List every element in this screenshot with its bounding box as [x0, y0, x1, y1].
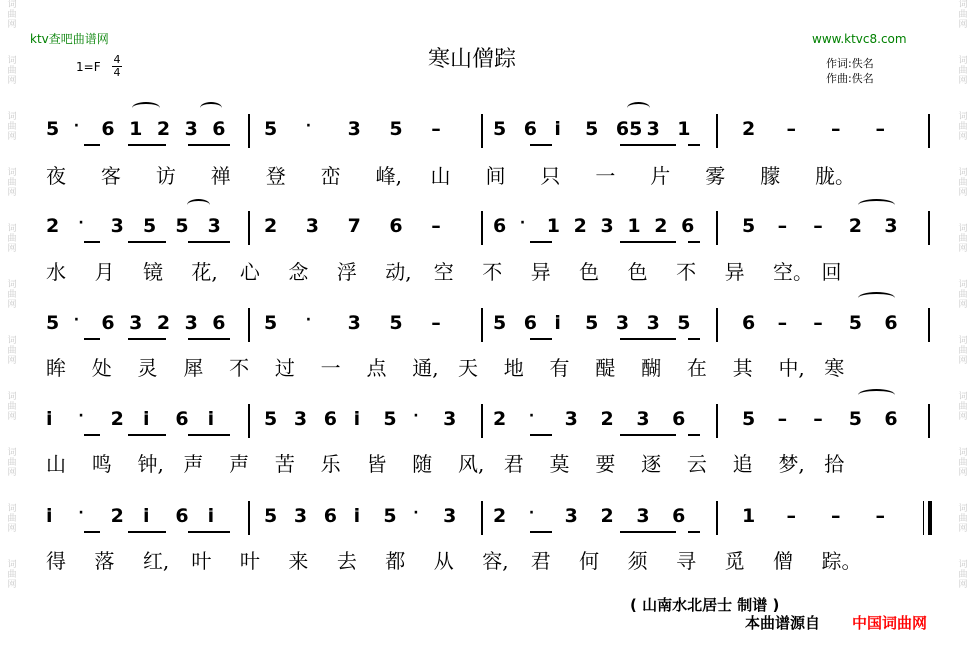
lyric-char: 叶 [239, 549, 260, 573]
lyric-char: 容, [482, 549, 509, 573]
note-digit: 3 [443, 408, 457, 430]
dash-sustain: – [431, 118, 441, 140]
watermark-left [2, 0, 22, 659]
augmentation-dot: · [413, 408, 419, 424]
lyric-char: 天 [458, 356, 478, 380]
watermark-text: 词 曲 网 [7, 336, 17, 366]
lyric-char: 峰, [375, 164, 402, 188]
note-digit: 6 [681, 215, 695, 237]
augmentation-dot: · [73, 118, 80, 134]
barline [716, 501, 718, 535]
lyric-char: 雾 [705, 164, 726, 188]
watermark-text: 词 曲 网 [7, 112, 17, 142]
lyric-char: 登 [265, 164, 286, 188]
beam-underline [188, 338, 230, 340]
note-digit: 2 [848, 215, 863, 237]
note-digit: 3 [110, 215, 124, 237]
beam-underline [84, 338, 100, 340]
lyric-char: 何 [579, 549, 600, 573]
note-digit: 6 [884, 312, 898, 334]
slur [627, 102, 650, 114]
watermark-text: 词 曲 网 [7, 168, 17, 198]
lyric-char: 心 [239, 260, 260, 284]
lyric-char: 不 [229, 356, 250, 380]
lyric-char: 中, [778, 356, 805, 380]
note-digit: 5 [742, 408, 756, 430]
note-digit: 3 [293, 505, 308, 527]
lyric-char: 拾 [824, 452, 845, 476]
augmentation-dot: · [519, 215, 526, 231]
note-digit: 6 [212, 118, 226, 140]
lyric-char: 不 [482, 260, 503, 284]
watermark-text: 词 曲 网 [7, 56, 17, 86]
augmentation-dot: · [78, 408, 84, 424]
lyric-char: 声 [229, 452, 250, 476]
dash-sustain: – [431, 312, 441, 334]
note-digit: 6 [672, 408, 686, 430]
note-digit: 3 [564, 408, 578, 430]
beam-underline [688, 241, 700, 243]
note-digit: 3 [636, 408, 650, 430]
dash-sustain: – [831, 505, 841, 527]
watermark-text: 词 曲 网 [958, 560, 968, 590]
lyric-char: 觅 [724, 549, 745, 573]
lyric-char: 水 [46, 260, 66, 284]
barline [716, 308, 718, 342]
note-digit: 6 [672, 505, 686, 527]
barline [481, 501, 483, 535]
note-digit: 5 [848, 312, 863, 334]
lyric-char: 花, [191, 260, 218, 284]
dash-sustain: – [431, 215, 441, 237]
note-digit: 5 [585, 312, 599, 334]
barline [248, 501, 250, 535]
lyric-char: 其 [732, 356, 753, 380]
watermark-text: 词 曲 网 [958, 168, 968, 198]
beam-underline [620, 434, 676, 436]
watermark-text: 词 曲 网 [7, 280, 17, 310]
lyric-char: 风, [458, 452, 485, 476]
lyric-char: 一 [320, 356, 341, 380]
lyric-char: 不 [676, 260, 697, 284]
lyric-char: 念 [288, 260, 309, 284]
lyric-char: 空。 [773, 260, 814, 284]
dash-sustain: – [813, 408, 823, 430]
note-digit: i [207, 505, 215, 527]
dash-sustain: – [875, 505, 885, 527]
note-digit: 5 [46, 118, 60, 140]
note-digit: 5 [493, 118, 507, 140]
barline [716, 211, 718, 245]
lyric-char: 夜 [46, 164, 66, 188]
note-digit: 5 [175, 215, 189, 237]
dash-sustain: – [777, 408, 788, 430]
note-digit: 2 [493, 408, 507, 430]
source-label: 本曲谱源自 [745, 614, 821, 632]
note-digit: 2 [654, 215, 668, 237]
lyric-char: 异 [724, 260, 745, 284]
note-digit: 6 [523, 312, 537, 334]
barline [716, 114, 718, 148]
note-digit: 2 [156, 312, 171, 334]
note-digit: i [554, 118, 561, 140]
note-digit: 5 [493, 312, 507, 334]
beam-underline [620, 338, 676, 340]
beam-underline [84, 241, 100, 243]
beam-underline [620, 531, 676, 533]
beam-underline [84, 531, 100, 533]
note-digit: 6 [101, 118, 115, 140]
note-digit: 2 [600, 408, 614, 430]
lyric-char: 须 [627, 549, 648, 573]
note-digit: 5 [383, 408, 397, 430]
note-digit: 5 [46, 312, 60, 334]
lyric-char: 钟, [137, 452, 164, 476]
augmentation-dot: · [528, 505, 535, 521]
note-digit: 6 [884, 408, 898, 430]
lyric-char: 醍 [595, 356, 616, 380]
beam-underline [128, 531, 166, 533]
maker-credit: ( 山南水北居士 制谱 ) [630, 596, 780, 614]
note-digit: 5 [264, 408, 278, 430]
watermark-text: 词 曲 网 [958, 448, 968, 478]
lyric-char: 君 [503, 452, 524, 476]
lyric-char: 有 [549, 356, 570, 380]
dash-sustain: – [813, 312, 823, 334]
barline [928, 308, 930, 342]
note-digit: 6 [323, 505, 337, 527]
note-digit: 3 [293, 408, 308, 430]
lyric-char: 浮 [336, 260, 357, 284]
beam-underline [188, 241, 230, 243]
augmentation-dot: · [305, 312, 312, 328]
note-digit: 2 [493, 505, 507, 527]
beam-underline [688, 531, 700, 533]
slur [858, 199, 895, 211]
augmentation-dot: · [528, 408, 535, 424]
note-digit: 6 [389, 215, 403, 237]
augmentation-dot: · [305, 118, 312, 134]
note-digit: 3 [184, 118, 198, 140]
lyric-char: 峦 [320, 164, 341, 188]
site-left-label: ktv查吧曲谱网 [30, 32, 109, 46]
watermark-text: 词 曲 网 [958, 336, 968, 366]
slur [858, 389, 895, 401]
dash-sustain: – [786, 118, 796, 140]
dash-sustain: – [786, 505, 796, 527]
watermark-text: 词 曲 网 [958, 224, 968, 254]
lyric-char: 莫 [549, 452, 570, 476]
lyric-char: 镜 [142, 260, 163, 284]
dash-sustain: – [875, 118, 885, 140]
slur [187, 199, 210, 211]
watermark-text: 词 曲 网 [958, 280, 968, 310]
barline [716, 404, 718, 438]
lyric-char: 声 [183, 452, 204, 476]
lyric-char: 皆 [366, 452, 387, 476]
lyric-char: 随 [412, 452, 433, 476]
note-digit: 1 [627, 215, 641, 237]
lyric-char: 逐 [641, 452, 662, 476]
slur [200, 102, 222, 114]
lyric-char: 地 [503, 356, 524, 380]
note-digit: 2 [600, 505, 614, 527]
lyric-char: 君 [530, 549, 551, 573]
note-digit: 6 [212, 312, 226, 334]
note-digit: 1 [742, 505, 756, 527]
lyric-char: 追 [732, 452, 753, 476]
lyric-char: 过 [274, 356, 295, 380]
note-digit: 1 [129, 118, 143, 140]
lyric-char: 要 [595, 452, 616, 476]
note-digit: 3 [564, 505, 578, 527]
beam-underline [188, 144, 230, 146]
watermark-text: 词 曲 网 [7, 0, 17, 30]
beam-underline [688, 434, 700, 436]
note-digit: 5 [264, 118, 278, 140]
lyric-char: 来 [288, 549, 309, 573]
note-digit: 6 [493, 215, 507, 237]
note-digit: 2 [110, 505, 124, 527]
beam-underline [84, 434, 100, 436]
note-digit: 3 [646, 118, 660, 140]
note-digit: i [353, 505, 361, 527]
final-barline [928, 501, 932, 535]
lyric-char: 云 [686, 452, 707, 476]
lyric-char: 去 [336, 549, 357, 573]
watermark-text: 词 曲 网 [958, 504, 968, 534]
lyric-char: 灵 [137, 356, 158, 380]
lyric-char: 苦 [274, 452, 295, 476]
lyric-char: 通, [412, 356, 439, 380]
barline [248, 211, 250, 245]
beam-underline [128, 434, 166, 436]
augmentation-dot: · [73, 312, 80, 328]
beam-underline [530, 531, 552, 533]
barline [928, 114, 930, 148]
note-digit: i [46, 408, 53, 430]
barline [248, 308, 250, 342]
lyric-char: 在 [686, 356, 707, 380]
beam-underline [188, 434, 230, 436]
note-digit: i [143, 505, 150, 527]
lyric-char: 醐 [641, 356, 662, 380]
lyric-char: 叶 [191, 549, 212, 573]
lyric-char: 寒 [824, 356, 845, 380]
lyric-char: 寻 [676, 549, 697, 573]
lyric-char: 禅 [210, 164, 231, 188]
watermark-text: 词 曲 网 [958, 56, 968, 86]
lyric-char: 鸣 [91, 452, 112, 476]
note-digit: 3 [129, 312, 143, 334]
barline [481, 211, 483, 245]
lyricist-credit: 作词:佚名 [826, 57, 874, 70]
lyric-char: 都 [385, 549, 406, 573]
note-digit: 3 [305, 215, 320, 237]
watermark-right [953, 0, 973, 659]
lyric-char: 落 [94, 549, 115, 573]
lyric-char: 从 [433, 549, 454, 573]
watermark-text: 词 曲 网 [7, 224, 17, 254]
lyric-char: 访 [155, 164, 176, 188]
augmentation-dot: · [78, 215, 84, 231]
composer-credit: 作曲:佚名 [826, 72, 874, 85]
note-digit: 2 [264, 215, 278, 237]
note-digit: 5 [585, 118, 599, 140]
note-digit: 2 [110, 408, 124, 430]
note-digit: 3 [443, 505, 457, 527]
note-digit: 3 [646, 312, 660, 334]
note-digit: 3 [884, 215, 898, 237]
lyric-char: 空 [433, 260, 454, 284]
note-digit: 3 [600, 215, 614, 237]
note-digit: i [46, 505, 53, 527]
lyric-char: 乐 [320, 452, 341, 476]
lyric-char: 点 [366, 356, 387, 380]
dash-sustain: – [777, 312, 788, 334]
barline [481, 114, 483, 148]
lyric-char: 山 [46, 452, 66, 476]
note-digit: 3 [184, 312, 198, 334]
lyric-char: 间 [485, 164, 506, 188]
beam-underline [620, 144, 676, 146]
note-digit: 5 [389, 118, 403, 140]
lyric-char: 一 [595, 164, 616, 188]
note-digit: 1 [677, 118, 691, 140]
slur [132, 102, 160, 114]
lyric-char: 异 [530, 260, 551, 284]
lyric-char: 客 [100, 164, 121, 188]
note-digit: 3 [636, 505, 650, 527]
note-digit: 7 [347, 215, 361, 237]
dash-sustain: – [777, 215, 788, 237]
note-digit: 3 [615, 312, 630, 334]
lyric-char: 色 [579, 260, 600, 284]
note-digit: 5 [143, 215, 157, 237]
time-denominator: 4 [113, 66, 121, 79]
beam-underline [530, 144, 552, 146]
note-digit: 3 [347, 118, 361, 140]
barline [928, 211, 930, 245]
note-digit: 6 [175, 408, 189, 430]
note-digit: i [353, 408, 361, 430]
lyric-char: 朦 [760, 164, 781, 188]
barline [481, 308, 483, 342]
watermark-text: 词 曲 网 [958, 0, 968, 30]
note-digit: 65 [615, 118, 643, 140]
watermark-text: 词 曲 网 [958, 392, 968, 422]
note-digit: 2 [573, 215, 587, 237]
augmentation-dot: · [78, 505, 84, 521]
lyric-char: 色 [627, 260, 648, 284]
lyric-char: 回 [821, 260, 842, 284]
lyric-char: 僧 [773, 549, 794, 573]
lyric-char: 红, [142, 549, 170, 573]
song-title: 寒山僧踪 [428, 47, 517, 72]
note-digit: 6 [323, 408, 337, 430]
note-digit: 5 [389, 312, 403, 334]
note-digit: 6 [175, 505, 189, 527]
note-digit: 6 [742, 312, 756, 334]
note-digit: 5 [677, 312, 691, 334]
lyric-char: 眸 [46, 356, 66, 380]
note-digit: 5 [264, 312, 278, 334]
note-digit: 1 [546, 215, 560, 237]
note-digit: 3 [207, 215, 221, 237]
dash-sustain: – [813, 215, 823, 237]
barline [481, 404, 483, 438]
beam-underline [688, 144, 700, 146]
note-digit: 5 [742, 215, 756, 237]
lyric-char: 山 [430, 164, 451, 188]
note-digit: 5 [383, 505, 397, 527]
lyric-char: 犀 [183, 356, 204, 380]
watermark-text: 词 曲 网 [7, 392, 17, 422]
note-digit: 2 [156, 118, 171, 140]
barline [928, 404, 930, 438]
time-signature [112, 54, 122, 79]
note-digit: 5 [264, 505, 278, 527]
lyric-char: 处 [91, 356, 112, 380]
beam-underline [188, 531, 230, 533]
beam-underline [530, 241, 552, 243]
watermark-text: 词 曲 网 [7, 560, 17, 590]
final-barline-thin [923, 501, 924, 535]
lyric-char: 动, [385, 260, 412, 284]
lyric-char: 踪。 [821, 549, 862, 573]
beam-underline [128, 338, 166, 340]
beam-underline [530, 338, 552, 340]
barline [248, 114, 250, 148]
beam-underline [530, 434, 552, 436]
note-digit: 5 [848, 408, 863, 430]
lyric-char: 胧。 [815, 164, 856, 188]
beam-underline [620, 241, 676, 243]
watermark-text: 词 曲 网 [7, 504, 17, 534]
note-digit: 6 [101, 312, 115, 334]
watermark-text: 词 曲 网 [7, 448, 17, 478]
note-digit: 3 [347, 312, 361, 334]
lyric-char: 片 [650, 164, 671, 188]
barline [248, 404, 250, 438]
note-digit: i [143, 408, 150, 430]
beam-underline [128, 144, 166, 146]
note-digit: i [554, 312, 561, 334]
lyric-char: 月 [94, 260, 115, 284]
augmentation-dot: · [413, 505, 419, 521]
lyric-char: 只 [540, 164, 561, 188]
key-signature: 1=F [76, 60, 101, 74]
source-site: 中国词曲网 [852, 614, 928, 632]
beam-underline [84, 144, 100, 146]
beam-underline [688, 338, 700, 340]
beam-underline [128, 241, 166, 243]
note-digit: 2 [742, 118, 756, 140]
lyric-char: 得 [46, 549, 66, 573]
dash-sustain: – [831, 118, 841, 140]
note-digit: i [207, 408, 215, 430]
lyric-char: 梦, [778, 452, 805, 476]
note-digit: 2 [46, 215, 60, 237]
time-numerator: 4 [113, 53, 121, 66]
site-right-label: www.ktvc8.com [812, 32, 907, 46]
note-digit: 6 [523, 118, 537, 140]
watermark-text: 词 曲 网 [958, 112, 968, 142]
slur [858, 292, 895, 304]
